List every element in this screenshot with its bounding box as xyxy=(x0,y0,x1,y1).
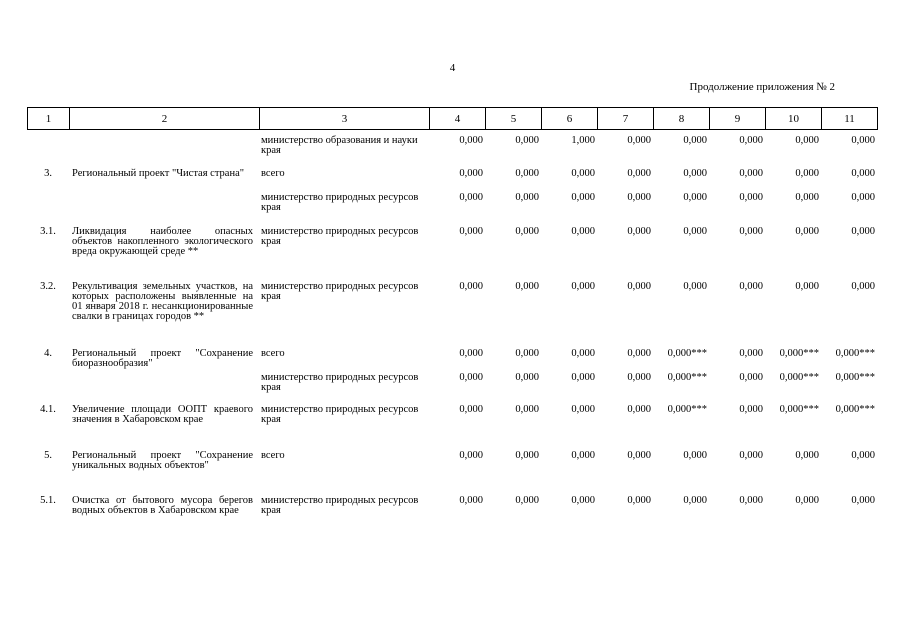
header-col-2: 2 xyxy=(70,108,260,130)
value-col-10: 0,000 xyxy=(795,192,819,203)
value-col-9: 0,000 xyxy=(739,404,763,415)
value-col-8: 0,000 xyxy=(683,135,707,146)
value-col-9: 0,000 xyxy=(739,348,763,359)
value-col-11: 0,000 xyxy=(851,281,875,292)
value-col-5: 0,000 xyxy=(515,495,539,506)
value-col-11: 0,000*** xyxy=(835,348,875,359)
responsible-executor: министерство природных ресурсов края xyxy=(261,372,419,393)
value-col-10: 0,000*** xyxy=(779,348,819,359)
header-col-1: 1 xyxy=(28,108,70,130)
responsible-executor: министерство природных ресурсов края xyxy=(261,404,419,425)
value-col-10: 0,000*** xyxy=(779,404,819,415)
value-col-7: 0,000 xyxy=(627,281,651,292)
header-col-4: 4 xyxy=(430,108,486,130)
value-col-9: 0,000 xyxy=(739,450,763,461)
value-col-6: 1,000 xyxy=(571,135,595,146)
row-number xyxy=(27,193,69,227)
value-col-6: 0,000 xyxy=(571,372,595,383)
row-number: 5.1. xyxy=(40,495,56,506)
value-col-4: 0,000 xyxy=(459,281,483,292)
table-row xyxy=(27,405,877,451)
value-col-8: 0,000 xyxy=(683,495,707,506)
value-col-4: 0,000 xyxy=(459,168,483,179)
header-col-5: 5 xyxy=(486,108,542,130)
value-col-5: 0,000 xyxy=(515,404,539,415)
value-col-9: 0,000 xyxy=(739,281,763,292)
value-col-6: 0,000 xyxy=(571,348,595,359)
value-col-10: 0,000 xyxy=(795,281,819,292)
value-col-5: 0,000 xyxy=(515,192,539,203)
measure-name xyxy=(69,373,259,405)
row-number: 4. xyxy=(44,348,52,359)
responsible-executor: всего xyxy=(261,450,285,461)
value-col-4: 0,000 xyxy=(459,348,483,359)
column-number-header xyxy=(27,107,878,130)
value-col-4: 0,000 xyxy=(459,226,483,237)
value-col-8: 0,000 xyxy=(683,226,707,237)
value-col-4: 0,000 xyxy=(459,135,483,146)
value-col-4: 0,000 xyxy=(459,372,483,383)
value-col-11: 0,000 xyxy=(851,192,875,203)
measure-name: Увеличение площади ООПТ краевого значения в Хабаровском крае xyxy=(72,404,253,425)
value-col-6: 0,000 xyxy=(571,226,595,237)
value-col-8: 0,000 xyxy=(683,450,707,461)
table-row xyxy=(27,169,877,193)
row-number: 5. xyxy=(44,450,52,461)
value-col-6: 0,000 xyxy=(571,495,595,506)
funding-table xyxy=(27,136,877,536)
measure-name: Рекультивация земельных участков, на которых расположены выявленные на 01 января 2018 г. несанкционированные свалки в границах городов ** xyxy=(72,281,253,322)
measure-name: Региональный проект "Сохранение биоразнообразия" xyxy=(72,348,253,369)
value-col-8: 0,000 xyxy=(683,192,707,203)
header-col-8: 8 xyxy=(654,108,710,130)
value-col-7: 0,000 xyxy=(627,135,651,146)
header-col-7: 7 xyxy=(598,108,654,130)
measure-name: Очистка от бытового мусора берегов водных объектов в Хабаровском крае xyxy=(72,495,253,516)
value-col-9: 0,000 xyxy=(739,372,763,383)
value-col-7: 0,000 xyxy=(627,404,651,415)
value-col-6: 0,000 xyxy=(571,168,595,179)
header-col-3: 3 xyxy=(260,108,430,130)
header-col-6: 6 xyxy=(542,108,598,130)
value-col-11: 0,000 xyxy=(851,168,875,179)
value-col-8: 0,000*** xyxy=(667,404,707,415)
header-col-11: 11 xyxy=(822,108,878,130)
value-col-11: 0,000 xyxy=(851,135,875,146)
measure-name: Региональный проект "Сохранение уникальных водных объектов" xyxy=(72,450,253,471)
value-col-8: 0,000*** xyxy=(667,372,707,383)
table-row xyxy=(27,136,877,169)
value-col-8: 0,000 xyxy=(683,281,707,292)
value-col-5: 0,000 xyxy=(515,135,539,146)
page-number: 4 xyxy=(449,62,456,74)
value-col-6: 0,000 xyxy=(571,404,595,415)
value-col-5: 0,000 xyxy=(515,226,539,237)
value-col-10: 0,000 xyxy=(795,226,819,237)
measure-name: Региональный проект "Чистая страна" xyxy=(72,168,245,179)
table-row xyxy=(27,451,877,496)
table-row xyxy=(27,373,877,405)
value-col-5: 0,000 xyxy=(515,372,539,383)
value-col-10: 0,000 xyxy=(795,168,819,179)
value-col-10: 0,000 xyxy=(795,495,819,506)
responsible-executor: всего xyxy=(261,348,285,359)
appendix-continuation-note: Продолжение приложения № 2 xyxy=(689,81,835,93)
value-col-9: 0,000 xyxy=(739,168,763,179)
header-col-10: 10 xyxy=(766,108,822,130)
measure-name xyxy=(69,136,259,169)
table-row xyxy=(27,349,877,373)
value-col-9: 0,000 xyxy=(739,226,763,237)
value-col-9: 0,000 xyxy=(739,135,763,146)
table-row xyxy=(27,227,877,282)
value-col-4: 0,000 xyxy=(459,404,483,415)
value-col-5: 0,000 xyxy=(515,168,539,179)
responsible-executor: министерство природных ресурсов края xyxy=(261,281,419,302)
row-number: 3. xyxy=(44,168,52,179)
value-col-6: 0,000 xyxy=(571,450,595,461)
value-col-4: 0,000 xyxy=(459,450,483,461)
value-col-4: 0,000 xyxy=(459,495,483,506)
row-number: 3.2. xyxy=(40,281,56,292)
measure-name xyxy=(69,193,259,227)
responsible-executor: министерство природных ресурсов края xyxy=(261,226,419,247)
value-col-11: 0,000 xyxy=(851,495,875,506)
value-col-10: 0,000 xyxy=(795,450,819,461)
value-col-5: 0,000 xyxy=(515,450,539,461)
row-number: 4.1. xyxy=(40,404,56,415)
value-col-7: 0,000 xyxy=(627,168,651,179)
table-row xyxy=(27,496,877,536)
value-col-9: 0,000 xyxy=(739,495,763,506)
measure-name: Ликвидация наиболее опасных объектов накопленного экологического вреда окружающей среде ** xyxy=(72,226,253,257)
value-col-10: 0,000 xyxy=(795,135,819,146)
table-row xyxy=(27,193,877,227)
value-col-11: 0,000*** xyxy=(835,372,875,383)
value-col-7: 0,000 xyxy=(627,348,651,359)
value-col-7: 0,000 xyxy=(627,495,651,506)
responsible-executor: всего xyxy=(261,168,285,179)
table-row xyxy=(27,282,877,349)
value-col-9: 0,000 xyxy=(739,192,763,203)
value-col-11: 0,000 xyxy=(851,226,875,237)
value-col-6: 0,000 xyxy=(571,192,595,203)
value-col-7: 0,000 xyxy=(627,192,651,203)
value-col-11: 0,000*** xyxy=(835,404,875,415)
value-col-8: 0,000 xyxy=(683,168,707,179)
value-col-7: 0,000 xyxy=(627,372,651,383)
value-col-7: 0,000 xyxy=(627,450,651,461)
value-col-7: 0,000 xyxy=(627,226,651,237)
value-col-11: 0,000 xyxy=(851,450,875,461)
responsible-executor: министерство природных ресурсов края xyxy=(261,495,419,516)
row-number xyxy=(27,373,69,405)
value-col-5: 0,000 xyxy=(515,348,539,359)
row-number xyxy=(27,136,69,169)
value-col-10: 0,000*** xyxy=(779,372,819,383)
header-col-9: 9 xyxy=(710,108,766,130)
value-col-8: 0,000*** xyxy=(667,348,707,359)
row-number: 3.1. xyxy=(40,226,56,237)
responsible-executor: министерство природных ресурсов края xyxy=(261,192,419,213)
value-col-4: 0,000 xyxy=(459,192,483,203)
value-col-6: 0,000 xyxy=(571,281,595,292)
value-col-5: 0,000 xyxy=(515,281,539,292)
responsible-executor: министерство образования и науки края xyxy=(261,135,418,156)
